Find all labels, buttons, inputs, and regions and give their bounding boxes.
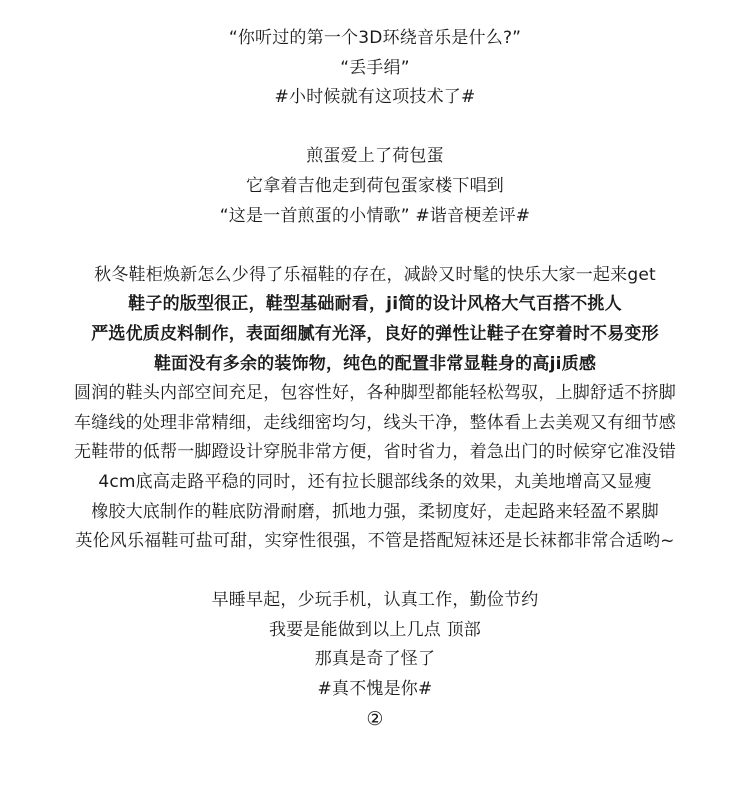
text-line: 无鞋带的低帮一脚蹬设计穿脱非常方便，省时省力，着急出门的时候穿它准没错 — [74, 442, 676, 463]
paragraph-gap — [0, 231, 750, 261]
text-line: 煎蛋爱上了荷包蛋 — [306, 146, 444, 167]
text-line: 4cm底高走路平稳的同时，还有拉长腿部线条的效果，丸美地增高又显瘦 — [98, 471, 652, 492]
bold-text-line: 严选优质皮料制作，表面细腻有光泽，良好的弹性让鞋子在穿着时不易变形 — [91, 323, 659, 344]
text-line: #小时候就有这项技术了# — [274, 87, 476, 108]
bold-text-line: 鞋面没有多余的装饰物，纯色的配置非常显鞋身的高ji质感 — [153, 353, 597, 374]
text-line: 圆润的鞋头内部空间充足，包容性好，各种脚型都能轻松驾驭，上脚舒适不挤脚 — [74, 383, 676, 404]
text-line: 它拿着吉他走到荷包蛋家楼下唱到 — [246, 175, 504, 196]
text-line: “这是一首煎蛋的小情歌” #谐音梗差评# — [219, 205, 531, 226]
text-line: 我要是能做到以上几点 顶部 — [268, 619, 481, 640]
paragraph — [0, 24, 750, 113]
bold-text-line: 鞋子的版型很正，鞋型基础耐看，ji简的设计风格大气百搭不挑人 — [128, 294, 622, 315]
text-line: 橡胶大底制作的鞋底防滑耐磨，抓地力强，柔韧度好，走起路来轻盈不累脚 — [91, 501, 659, 522]
article-body — [0, 24, 750, 734]
paragraph — [0, 142, 750, 231]
text-line: 英伦风乐福鞋可盐可甜，实穿性很强，不管是搭配短袜还是长袜都非常合适哟~ — [75, 531, 675, 552]
paragraph-gap — [0, 113, 750, 143]
paragraph-gap — [0, 557, 750, 587]
page-marker: ② — [366, 707, 384, 730]
paragraph — [0, 586, 750, 734]
text-line: 那真是奇了怪了 — [314, 649, 436, 670]
text-line: #真不愧是你# — [317, 679, 433, 700]
text-line: 秋冬鞋柜焕新怎么少得了乐福鞋的存在，减龄又时髦的快乐大家一起来get — [94, 264, 656, 285]
text-line: 车缝线的处理非常精细，走线细密均匀，线头干净，整体看上去美观又有细节感 — [74, 412, 676, 433]
text-line: “你听过的第一个3D环绕音乐是什么?” — [228, 28, 522, 48]
paragraph — [0, 261, 750, 557]
text-line: 早睡早起，少玩手机，认真工作，勤俭节约 — [211, 590, 539, 611]
text-line: “丢手绢” — [340, 57, 410, 78]
